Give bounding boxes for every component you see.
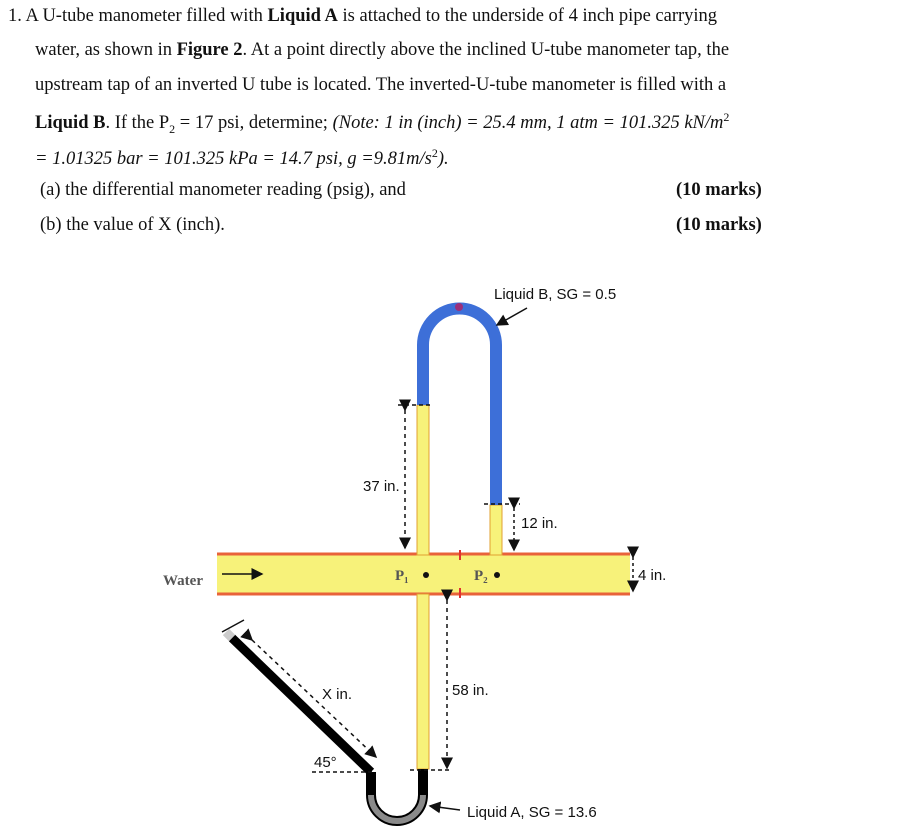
note-text: (Note: 1 in (inch) = 25.4 mm, 1 atm = 101.325 kN/m [332, 113, 724, 134]
text-span: is attached to the underside of 4 inch pipe carrying [337, 6, 718, 26]
liquid-b-bold: Liquid B [35, 113, 106, 134]
subscript: 2 [169, 121, 176, 136]
text-span: A U-tube manometer filled with [25, 6, 268, 26]
figure-ref: Figure 2 [176, 40, 243, 60]
dim-4-label: 4 in. [638, 567, 667, 584]
text-span: water, as shown in [35, 40, 177, 60]
note-text: = 1.01325 bar = 101.325 kPa = 14.7 psi, g =9.81m/s [35, 149, 432, 170]
dim-x-label: X in. [322, 686, 353, 703]
liquid-a-label: Liquid A, SG = 13.6 [467, 804, 597, 821]
dim-37-label: 37 in. [363, 478, 400, 495]
text-span: . If the P [105, 113, 170, 134]
dim-12-label: 12 in. [521, 515, 558, 532]
part-b-marks: (10 marks) [676, 215, 762, 235]
superscript: 2 [723, 110, 730, 124]
p2-dot [494, 572, 500, 578]
inverted-u-tube [417, 303, 502, 555]
question-number: 1. [8, 6, 22, 26]
part-a-marks: (10 marks) [676, 180, 762, 200]
p2-label: P₂ [474, 568, 488, 584]
water-label: Water [163, 573, 203, 589]
note-text: ). [437, 149, 449, 170]
u-tube-manometer [226, 594, 429, 821]
dim-x-line [252, 640, 376, 757]
p1-dot [423, 572, 429, 578]
text-span: . At a point directly above the inclined U-tube manometer tap, the [242, 40, 730, 60]
ref-line [222, 620, 244, 632]
text-span: upstream tap of an inverted U tube is located. The inverted-U-tube manometer is filled with a [35, 75, 727, 95]
dim-58-label: 58 in. [452, 682, 489, 699]
part-b: (b) the value of X (inch). [40, 215, 225, 235]
angle-label: 45° [314, 754, 337, 771]
liquid-b-arrow [497, 308, 527, 325]
text-span: = 17 psi, determine; [175, 113, 333, 134]
superscript: 2 [431, 146, 438, 160]
vent-dot [455, 303, 463, 311]
liquid-a-arrow [430, 806, 460, 810]
part-a: (a) the differential manometer reading (psig), and [40, 180, 406, 200]
liquid-b-label: Liquid B, SG = 0.5 [494, 286, 617, 303]
p1-label: P₁ [395, 568, 409, 584]
liquid-a-bold: Liquid A [267, 6, 338, 26]
